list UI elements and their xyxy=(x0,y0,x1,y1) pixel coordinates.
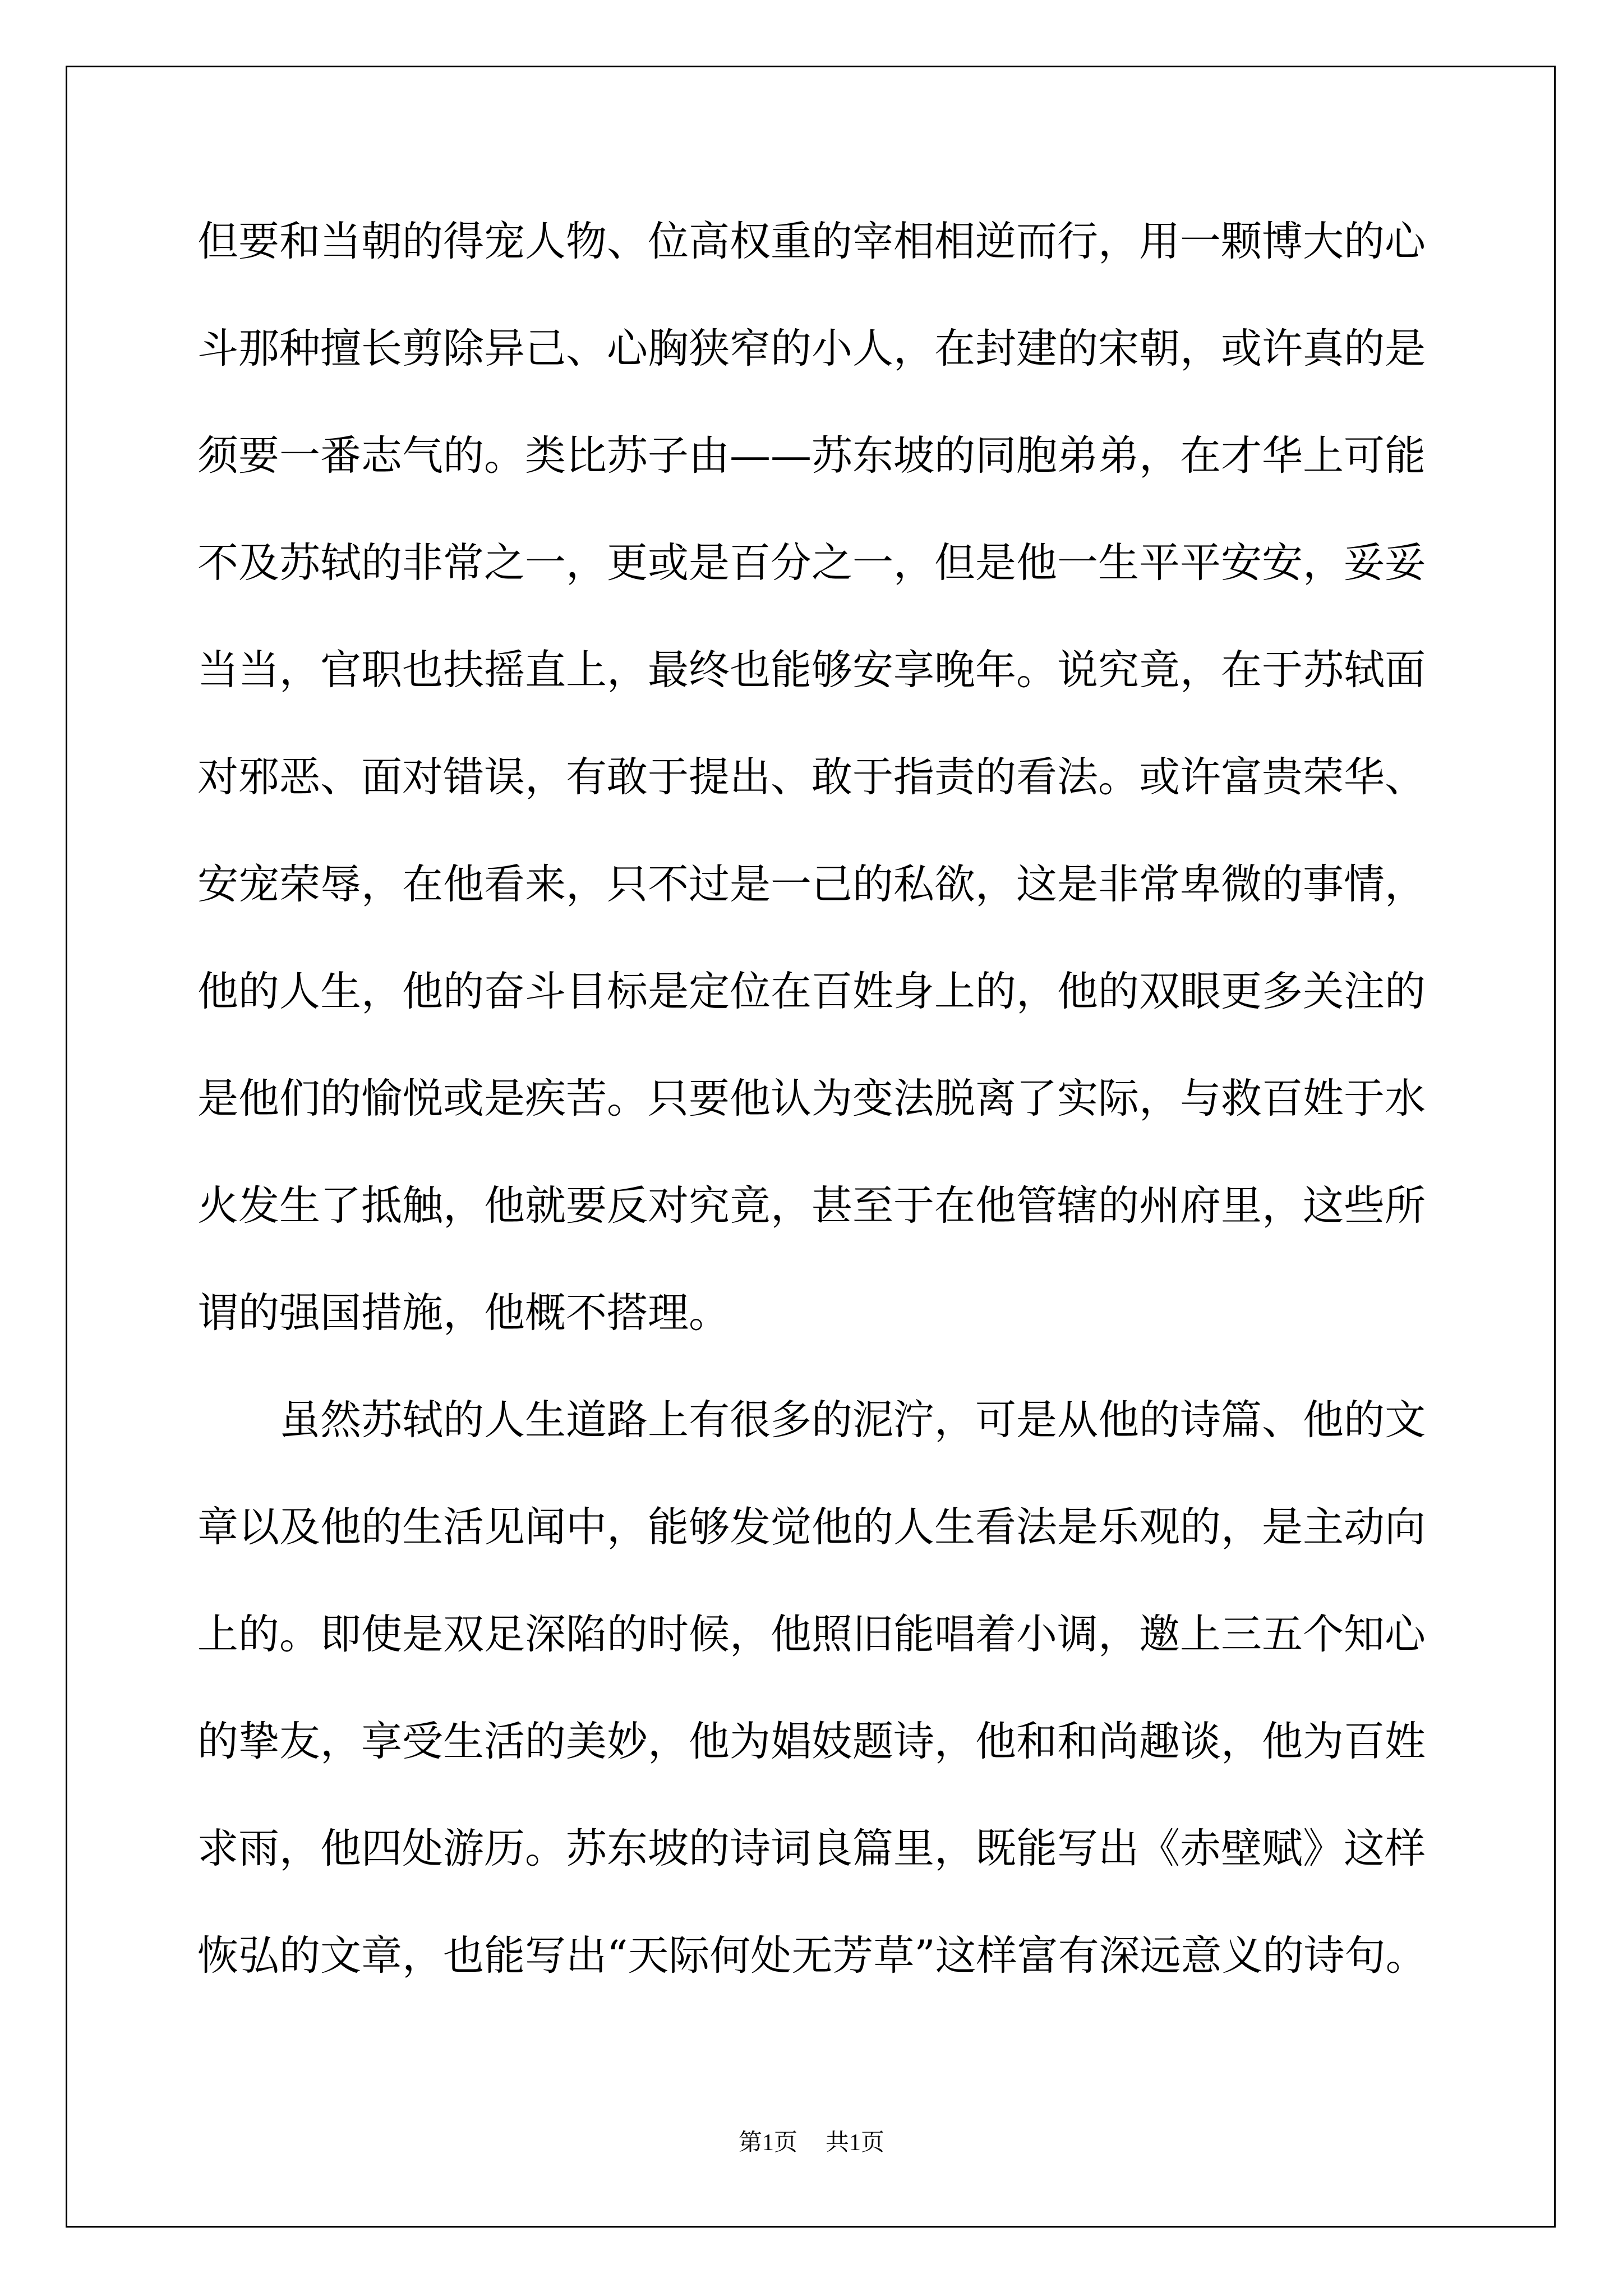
text-line: 章以及他的生活见闻中，能够发觉他的人生看法是乐观的，是主动向 xyxy=(197,1503,1426,1551)
paragraph xyxy=(197,188,1532,1366)
text-line: 当当，官职也扶摇直上，最终也能够安享晚年。说究竟，在于苏轼面 xyxy=(197,646,1426,694)
text-line: 他的人生，他的奋斗目标是定位在百姓身上的，他的双眼更多关注的 xyxy=(197,968,1426,1015)
page-footer xyxy=(0,2126,1623,2160)
text-line: 火发生了抵触，他就要反对究竟，甚至于在他管辖的州府里，这些所 xyxy=(197,1182,1426,1230)
paragraph xyxy=(197,1366,1532,2009)
text-line: 谓的强国措施，他概不搭理。 xyxy=(197,1289,730,1337)
text-line: 须要一番志气的。类比苏子由——苏东坡的同胞弟弟，在才华上可能 xyxy=(197,432,1426,480)
document-body xyxy=(197,188,1532,2009)
text-line: 的挚友，享受生活的美妙，他为娼妓题诗，他和和尚趣谈，他为百姓 xyxy=(197,1718,1426,1765)
text-line: 斗那种擅长剪除异己、心胸狭窄的小人，在封建的宋朝，或许真的是 xyxy=(197,325,1426,372)
text-line: 虽然苏轼的人生道路上有很多的泥泞，可是从他的诗篇、他的文 xyxy=(279,1396,1426,1444)
text-line: 安宠荣辱，在他看来，只不过是一己的私欲，这是非常卑微的事情， xyxy=(197,861,1426,908)
text-line: 恢弘的文章，也能写出“天际何处无芳草”这样富有深远意义的诗句。 xyxy=(197,1932,1427,1980)
text-line: 求雨，他四处游历。苏东坡的诗词良篇里，既能写出《赤壁赋》这样 xyxy=(197,1825,1426,1872)
page-total: 共1页 xyxy=(826,2130,885,2156)
page-number: 第1页 xyxy=(738,2130,797,2156)
text-line: 上的。即使是双足深陷的时候，他照旧能唱着小调，邀上三五个知心 xyxy=(197,1611,1426,1658)
text-line: 对邪恶、面对错误，有敢于提出、敢于指责的看法。或许富贵荣华、 xyxy=(197,753,1426,801)
text-line: 是他们的愉悦或是疾苦。只要他认为变法脱离了实际，与救百姓于水 xyxy=(197,1075,1426,1122)
text-line: 但要和当朝的得宠人物、位高权重的宰相相逆而行，用一颗博大的心 xyxy=(197,218,1426,265)
text-line: 不及苏轼的非常之一，更或是百分之一，但是他一生平平安安，妥妥 xyxy=(197,539,1426,587)
